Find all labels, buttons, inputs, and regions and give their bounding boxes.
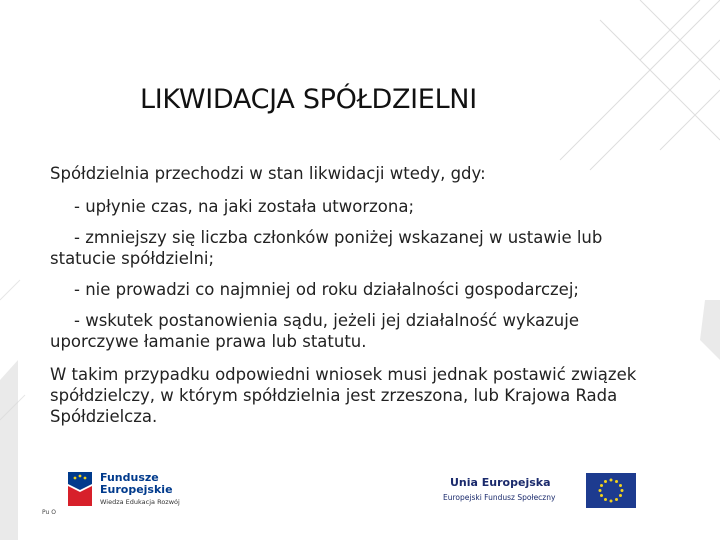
fundusze-europejskie-logo [66, 470, 206, 510]
program-label: Wiedza Edukacja Rozwój [100, 498, 180, 506]
list-item: - wskutek postanowienia sądu, jeżeli jej działalność wykazuje uporczywe łamanie prawa lub statutu. [50, 311, 579, 351]
fundusze-europejskie-emblem-icon [66, 470, 94, 508]
unia-europejska-label: Unia Europejska [450, 476, 551, 489]
unia-europejska-logo [443, 473, 638, 513]
eu-flag-icon [586, 473, 636, 508]
slide-title: LIKWIDACJA SPÓŁDZIELNI [140, 84, 477, 115]
europejskie-label: Europejskie [100, 483, 173, 496]
closing-paragraph: W takim przypadku odpowiedni wniosek musi jednak postawić związek spółdzielczy, w którym spółdzielnia jest zrzeszona, lub Krajowa Rada Spółdzielcza. [50, 365, 637, 426]
slide-body [50, 163, 660, 427]
fundusze-label: Fundusze [100, 471, 159, 484]
intro-paragraph: Spółdzielnia przechodzi w stan likwidacji wtedy, gdy: [50, 164, 486, 183]
footnote: Pu O [42, 509, 56, 516]
list-item: - nie prowadzi co najmniej od roku działalności gospodarczej; [74, 280, 579, 299]
list-item: - zmniejszy się liczba członków poniżej wskazanej w ustawie lub statucie spółdzielni; [50, 228, 603, 268]
list-item: - upłynie czas, na jaki została utworzona; [74, 197, 415, 216]
efs-label: Europejski Fundusz Społeczny [443, 493, 556, 502]
